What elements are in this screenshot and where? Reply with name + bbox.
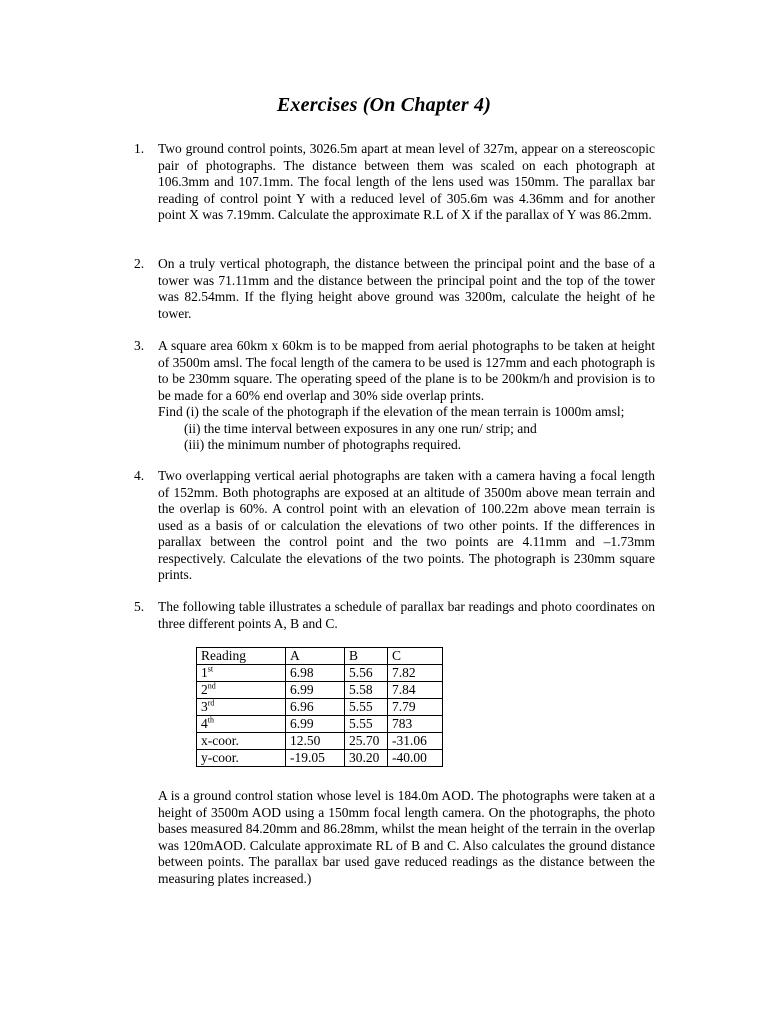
- table-cell-reading: y-coor.: [197, 750, 286, 767]
- table-row: [197, 716, 443, 733]
- exercise-number: 2.: [134, 256, 145, 271]
- reading-suffix: st: [207, 664, 214, 674]
- reading-suffix: rd: [207, 698, 215, 708]
- table-cell-reading: [197, 716, 286, 733]
- exercise-text: On a truly vertical photograph, the distance between the principal point and the base of a tower was 71.11mm and the distance between the principal point and the top of the tower was 82.54mm. If the flying height above ground was 3200m, calculate the height of he tower.: [158, 256, 655, 321]
- exercise-2: [134, 256, 655, 322]
- table-cell: 5.55: [345, 699, 388, 716]
- exercise-5-continuation: A is a ground control station whose level is 184.0m AOD. The photographs were taken at a height of 3500m AOD using a 150mm focal length camera. On the photographs, the photo bases measured 84.20mm and 86.28mm, whilst the mean height of the terrain in the overlap was 120mAOD. Calculate approximate RL of B and C. Also calculates the ground distance between points. The parallax bar used gave reduced readings as the distance between the measuring plates increased.): [158, 788, 655, 886]
- table-cell-reading: x-coor.: [197, 733, 286, 750]
- table-row: [197, 682, 443, 699]
- table-header: C: [388, 648, 443, 665]
- table-cell: -40.00: [388, 750, 443, 767]
- exercise-sub-ii: (ii) the time interval between exposures in any one run/ strip; and: [184, 420, 537, 436]
- table-row: [197, 699, 443, 716]
- table-cell: 12.50: [286, 733, 345, 750]
- reading-label: 3: [201, 699, 208, 714]
- exercise-1: [134, 141, 655, 224]
- table-header: B: [345, 648, 388, 665]
- table-cell: 783: [388, 716, 443, 733]
- table-cell: 6.99: [286, 716, 345, 733]
- page-title: Exercises (On Chapter 4): [276, 94, 492, 116]
- table-cell: 6.99: [286, 682, 345, 699]
- reading-label: 1: [201, 665, 208, 680]
- table-header: Reading: [197, 648, 286, 665]
- table-cell: 5.55: [345, 716, 388, 733]
- table-cell: 6.96: [286, 699, 345, 716]
- table-header-row: [197, 648, 443, 665]
- exercise-number: 1.: [134, 141, 145, 156]
- table-cell: 5.56: [345, 665, 388, 682]
- exercise-text: Two overlapping vertical aerial photographs are taken with a camera having a focal length of 152mm. Both photographs are exposed at an altitude of 3500m above mean terrain and the overlap is 60%. A control point with an elevation of 100.22m above mean terrain is used as a basis of or calculation the elevations of two other points. If the differences in parallax between the control point and the two points are 4.11mm and –1.73mm respectively. Calculate the elevations of the two points. The photograph is 230mm square prints.: [158, 468, 655, 582]
- table-cell: 5.58: [345, 682, 388, 699]
- exercise-number: 5.: [134, 599, 145, 614]
- table-header: A: [286, 648, 345, 665]
- table-cell-reading: [197, 665, 286, 682]
- table-row: [197, 665, 443, 682]
- table-cell: 30.20: [345, 750, 388, 767]
- reading-label: 4: [201, 716, 208, 731]
- exercise-text: The following table illustrates a schedule of parallax bar readings and photo coordinates on three different points A, B and C.: [158, 599, 655, 631]
- exercise-3: [134, 338, 655, 454]
- parallax-table: [196, 647, 443, 767]
- exercise-text: A square area 60km x 60km is to be mapped from aerial photographs to be taken at height of 3500m amsl. The focal length of the camera to be used is 127mm and each photograph is to be 230mm square. The operating speed of the plane is to be 200km/h and provision is to be made for a 60% end overlap and 30% side overlap prints.: [158, 338, 655, 403]
- table-cell: 7.84: [388, 682, 443, 699]
- table-cell: -19.05: [286, 750, 345, 767]
- exercise-number: 3.: [134, 338, 145, 353]
- table-cell-reading: [197, 699, 286, 716]
- reading-suffix: nd: [207, 681, 216, 691]
- table-cell-reading: [197, 682, 286, 699]
- reading-suffix: th: [207, 715, 214, 725]
- exercise-text: Two ground control points, 3026.5m apart at mean level of 327m, appear on a stereoscopic pair of photographs. The distance between them was scaled on each photograph at 106.3mm and 107.1mm. The focal length of the lens used was 150mm. The parallax bar reading of control point Y with a reduced level of 305.6m was 4.36mm and for another point X was 7.19mm. Calculate the approximate R.L of X if the parallax of Y was 86.2mm.: [158, 141, 655, 222]
- exercise-number: 4.: [134, 468, 145, 483]
- table-row: [197, 733, 443, 750]
- table-cell: -31.06: [388, 733, 443, 750]
- exercise-sub-iii: (iii) the minimum number of photographs required.: [184, 437, 462, 452]
- exercise-4: [134, 468, 655, 584]
- exercise-body: [158, 338, 655, 454]
- exercise-5: [134, 599, 655, 632]
- exercise-find: Find (i) the scale of the photograph if the elevation of the mean terrain is 1000m amsl;: [158, 404, 625, 419]
- table-row: [197, 750, 443, 767]
- table-cell: 25.70: [345, 733, 388, 750]
- table-cell: 7.82: [388, 665, 443, 682]
- table-cell: 7.79: [388, 699, 443, 716]
- table-cell: 6.98: [286, 665, 345, 682]
- reading-label: 2: [201, 682, 208, 697]
